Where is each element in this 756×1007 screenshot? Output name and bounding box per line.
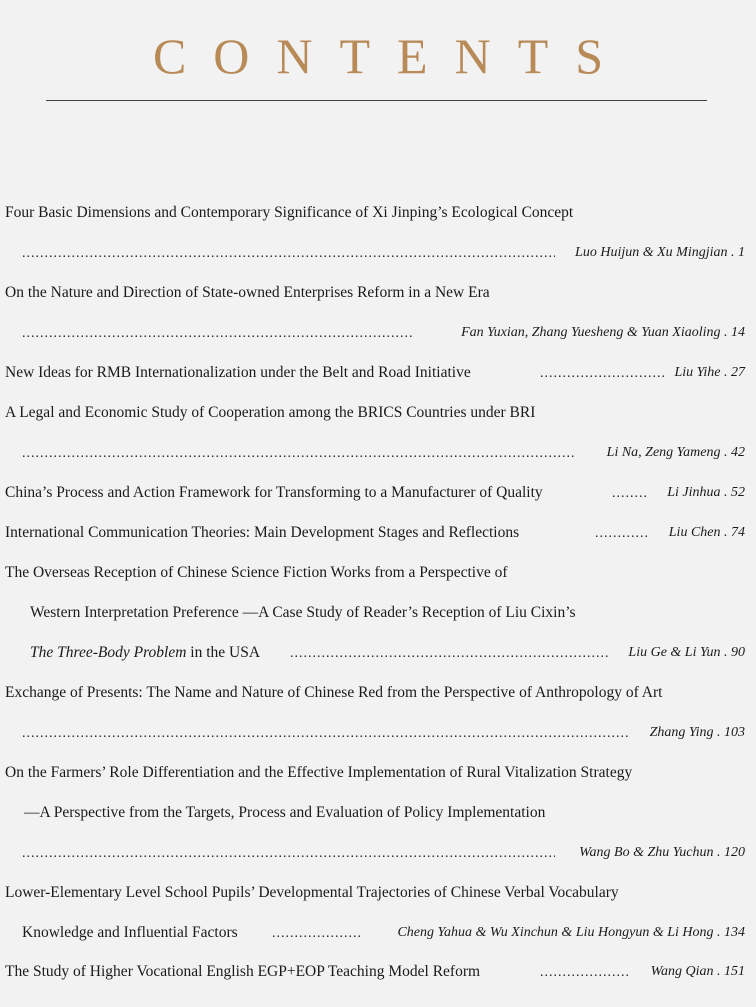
entry-credit: Wang Qian . 151 [650, 964, 745, 979]
toc-entry[interactable] [0, 518, 756, 548]
leader-dots [22, 238, 555, 268]
leader-dots [540, 358, 664, 388]
entry-credit: Zhang Ying . 103 [649, 725, 745, 740]
leader-dots [22, 838, 555, 868]
toc-entry-title[interactable] [0, 878, 756, 908]
toc-entry[interactable] [0, 358, 756, 388]
entry-title: The Study of Higher Vocational English EGP+EOP Teaching Model Reform [5, 963, 481, 980]
toc-entry-title[interactable] [0, 678, 756, 708]
entry-title: Knowledge and Influential Factors [22, 924, 238, 941]
entry-title: On the Nature and Direction of State-owned Enterprises Reform in a New Era [5, 284, 490, 301]
entry-credit: Cheng Yahua & Wu Xinchun & Liu Hongyun & Li Hong . 134 [397, 925, 745, 940]
entry-title: China’s Process and Action Framework for Transforming to a Manufacturer of Quality [5, 484, 543, 501]
entry-title: —A Perspective from the Targets, Process and Evaluation of Policy Implementation [24, 804, 546, 821]
entry-title: A Legal and Economic Study of Cooperation among the BRICS Countries under BRI [5, 404, 536, 421]
toc-entry-title[interactable] [0, 798, 756, 828]
toc-entry-title[interactable] [0, 278, 756, 308]
book-title: The Three-Body Problem [30, 644, 187, 661]
contents-heading: CONTENTS [152, 28, 631, 84]
toc-entry-title[interactable] [0, 758, 756, 788]
toc-entry[interactable] [0, 957, 756, 987]
leader-dots [595, 518, 647, 548]
leader-dots [22, 318, 414, 348]
toc-entry-title[interactable] [0, 398, 756, 428]
entry-title: Western Interpretation Preference —A Case Study of Reader’s Reception of Liu Cixin’s [30, 604, 576, 621]
toc-entry-credit-line[interactable] [0, 318, 756, 348]
heading-rule [46, 100, 707, 101]
entry-credit: Li Jinhua . 52 [667, 485, 745, 500]
leader-dots [290, 638, 610, 668]
entry-title-tail: in the USA [186, 644, 261, 661]
entry-credit: Fan Yuxian, Zhang Yuesheng & Yuan Xiaoling . 14 [461, 325, 745, 340]
entry-credit: Wang Bo & Zhu Yuchun . 120 [579, 845, 745, 860]
leader-dots [272, 918, 360, 948]
entry-title: On the Farmers’ Role Differentiation and the Effective Implementation of Rural Vitalization Strategy [5, 764, 633, 781]
leader-dots [540, 957, 628, 987]
leader-dots [22, 438, 575, 468]
toc-entry-credit-line[interactable] [0, 918, 756, 948]
leader-dots [22, 718, 629, 748]
entry-title-end [30, 638, 260, 668]
toc-entry-title[interactable] [0, 198, 756, 228]
toc-entry-credit-line[interactable] [0, 838, 756, 868]
entry-title: International Communication Theories: Main Development Stages and Reflections [5, 524, 520, 541]
toc-entry-title[interactable] [0, 598, 756, 628]
entry-credit: Liu Ge & Li Yun . 90 [628, 645, 745, 660]
entry-credit: Liu Chen . 74 [668, 525, 745, 540]
entry-title: The Overseas Reception of Chinese Science Fiction Works from a Perspective of [5, 564, 508, 581]
toc-entry[interactable] [0, 478, 756, 508]
toc-entry-credit-line[interactable] [0, 438, 756, 468]
entry-credit: Liu Yihe . 27 [674, 365, 745, 380]
toc-entry-title[interactable] [0, 558, 756, 588]
entry-title: Lower-Elementary Level School Pupils’ Developmental Trajectories of Chinese Verbal Vocabulary [5, 884, 619, 901]
toc-entry-credit-line[interactable] [0, 718, 756, 748]
entry-title: Four Basic Dimensions and Contemporary Significance of Xi Jinping’s Ecological Concept [5, 204, 574, 221]
entry-title: Exchange of Presents: The Name and Nature of Chinese Red from the Perspective of Anthropology of Art [5, 684, 663, 701]
leader-dots [612, 478, 646, 508]
toc-entry-credit-line[interactable] [0, 638, 756, 668]
entry-title: New Ideas for RMB Internationalization under the Belt and Road Initiative [5, 364, 471, 381]
entry-credit: Luo Huijun & Xu Mingjian . 1 [575, 245, 745, 260]
toc-entry-credit-line[interactable] [0, 238, 756, 268]
entry-credit: Li Na, Zeng Yameng . 42 [606, 445, 745, 460]
